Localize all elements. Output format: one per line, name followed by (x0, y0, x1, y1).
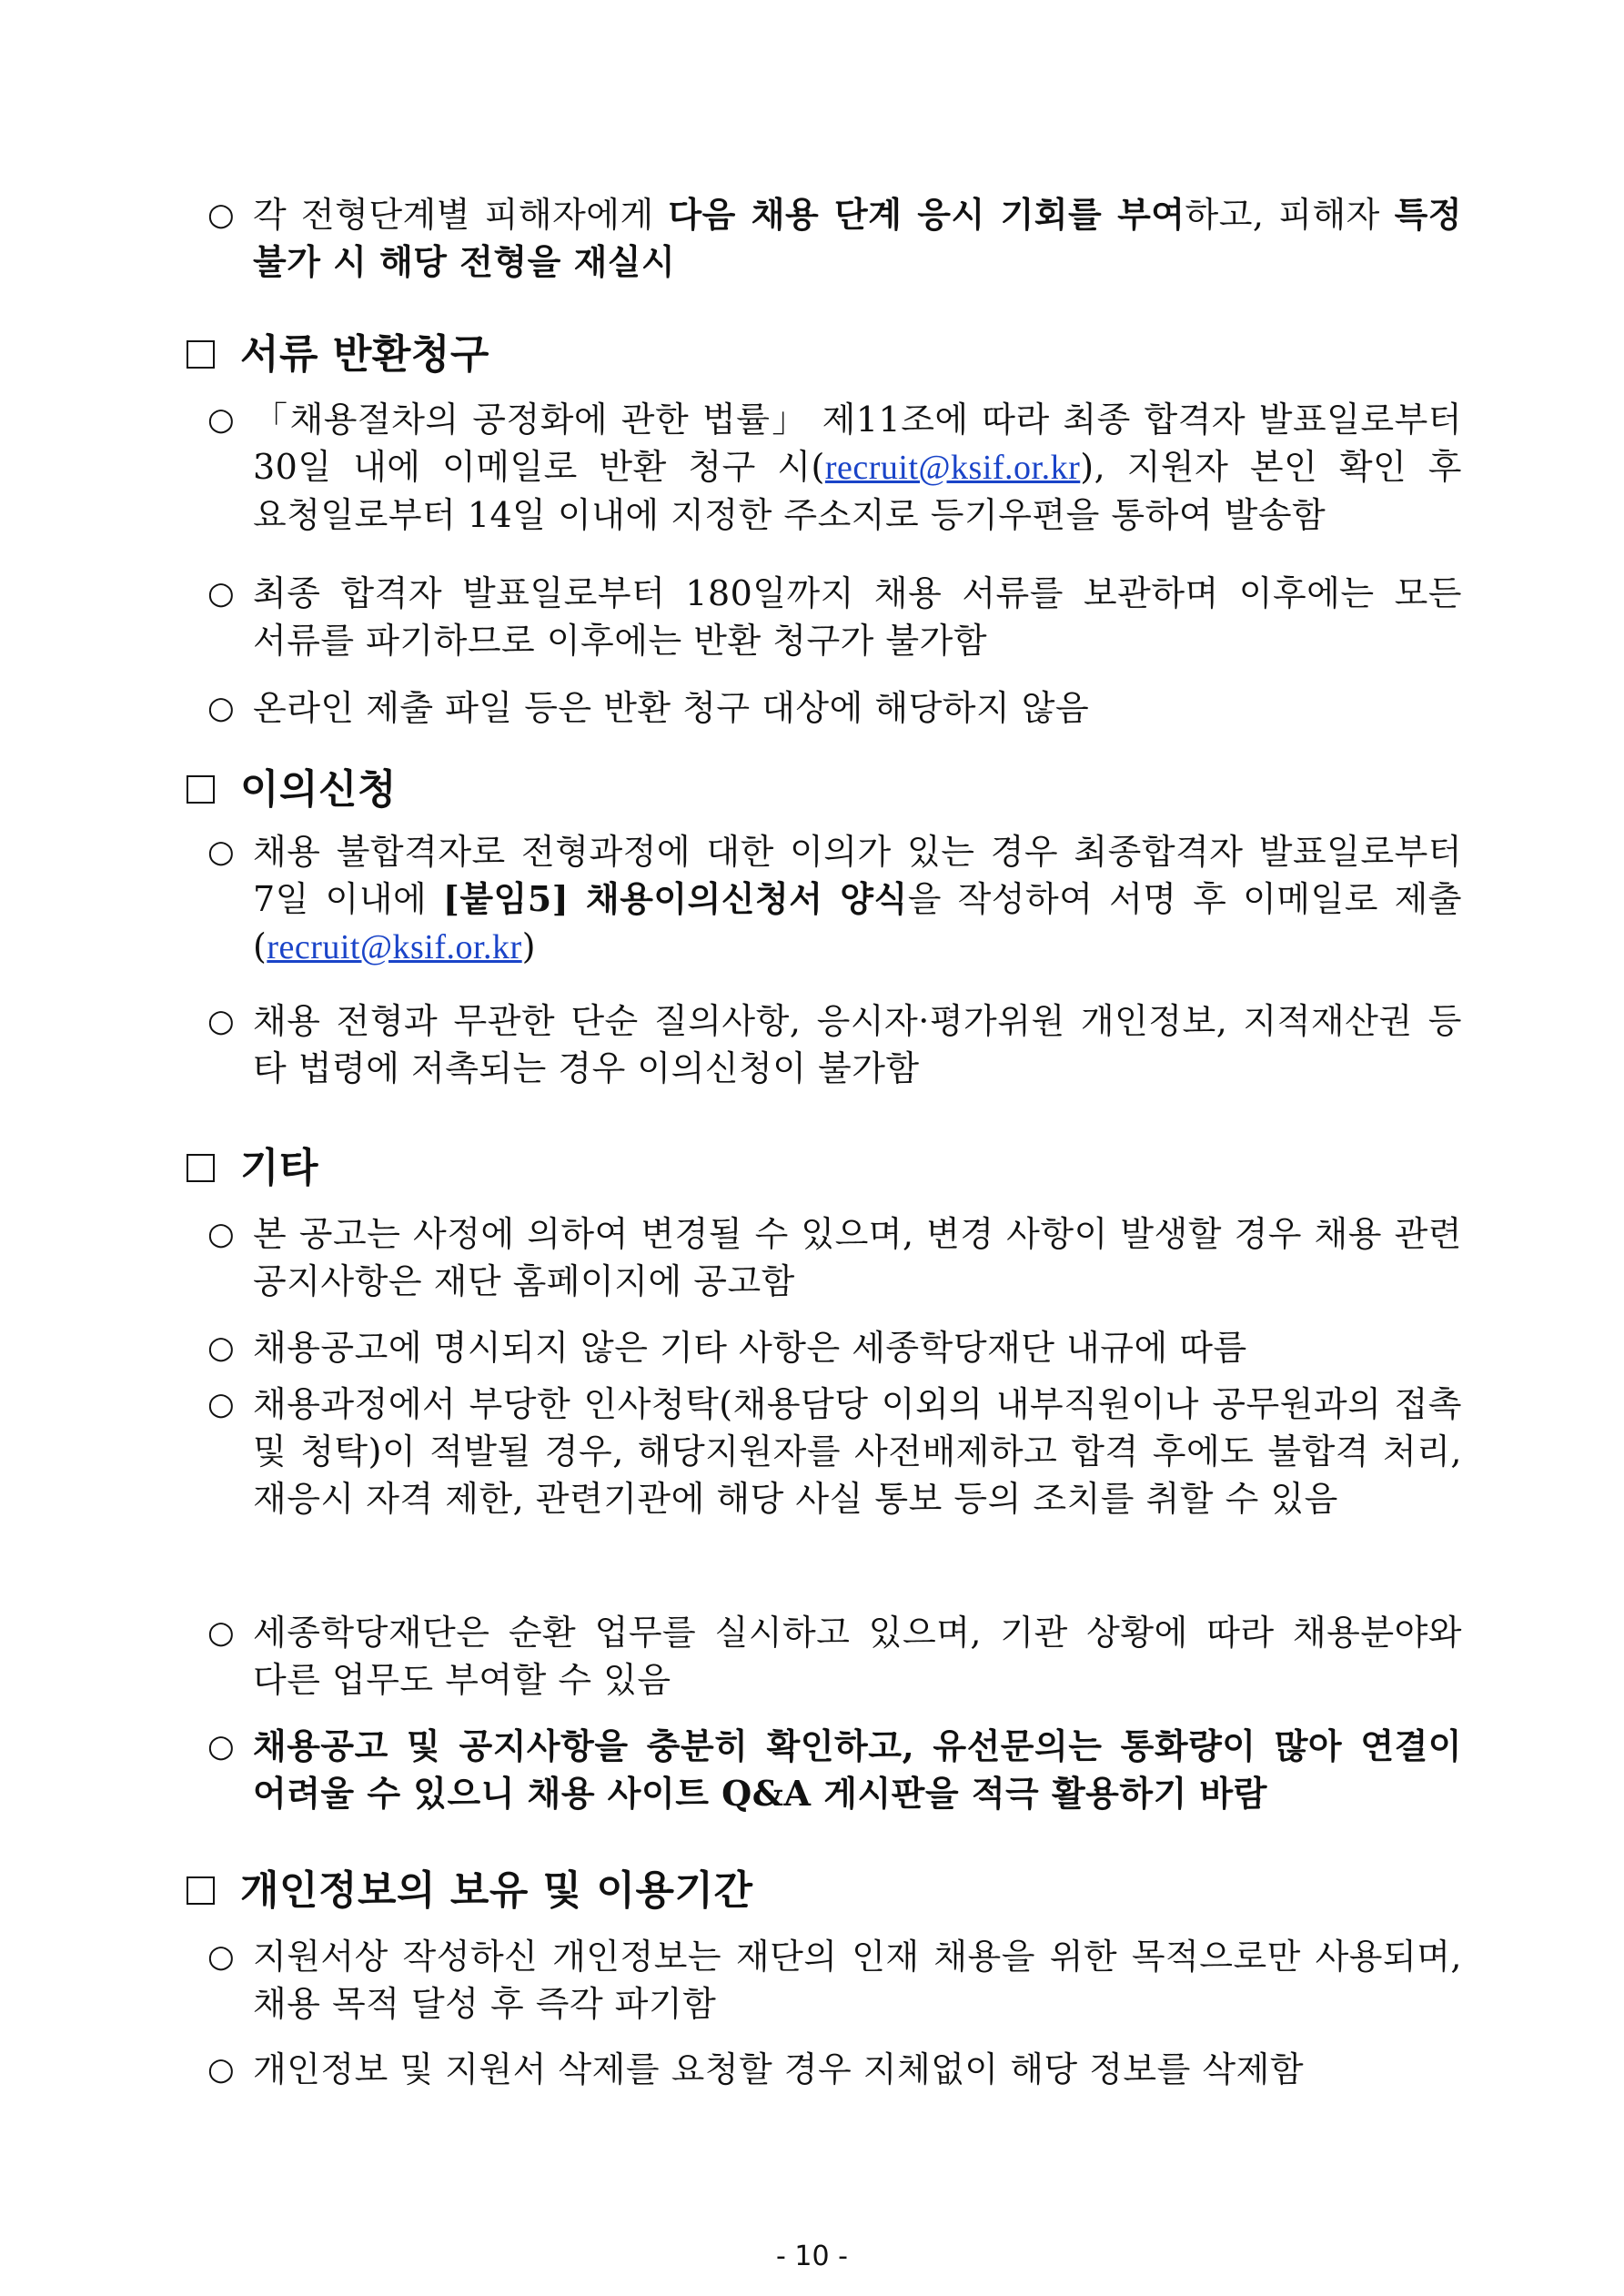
bullet-item (0, 1324, 1624, 1371)
circle-bullet-icon: ○ (207, 1938, 236, 1975)
bullet-item (0, 1723, 1624, 1817)
body-text: 본 공고는 사정에 의하여 변경될 수 있으며, 변경 사항이 발생할 경우 채용 관련 공지사항은 재단 홈페이지에 공고함 (253, 1214, 1462, 1301)
circle-bullet-icon: ○ (207, 197, 236, 233)
circle-bullet-icon: ○ (207, 401, 236, 438)
body-text: 채용공고 및 공지사항을 충분히 확인하고, 유선문의는 통화량이 많아 연결이 어려울 수 있으니 채용 사이트 Q&A 게시판을 적극 활용하기 바람 (253, 1725, 1462, 1814)
bullet-item (0, 396, 1624, 539)
bullet-item (0, 997, 1624, 1092)
checkbox-square-icon (187, 775, 215, 804)
body-text: 개인정보 및 지원서 삭제를 요청할 경우 지체없이 해당 정보를 삭제함 (253, 2049, 1305, 2089)
body-text: ), 지원자 본인 확인 후 요청일로부터 14일 이내에 지정한 주소지로 등기우편을 통하여 발송함 (253, 447, 1462, 535)
page-number: - 10 - (776, 2240, 848, 2272)
section-title: 기타 (240, 1145, 319, 1191)
circle-bullet-icon: ○ (207, 1614, 236, 1651)
circle-bullet-icon: ○ (207, 1330, 236, 1366)
circle-bullet-icon: ○ (207, 575, 236, 612)
body-text: 채용과정에서 부당한 인사청탁(채용담당 이외의 내부직원이나 공무원과의 접촉 및 청탁)이 적발될 경우, 해당지원자를 사전배제하고 합격 후에도 불합격 처리, 재응시 자격 제한, 관련기관에 해당 사실 통보 등의 조치를 취할 수 있음 (253, 1384, 1462, 1519)
section-title: 개인정보의 보유 및 이용기간 (240, 1867, 753, 1914)
circle-bullet-icon: ○ (207, 1216, 236, 1252)
section-heading (0, 1864, 1624, 1918)
circle-bullet-icon: ○ (207, 690, 236, 726)
body-text: 온라인 제출 파일 등은 반환 청구 대상에 해당하지 않음 (253, 688, 1090, 728)
circle-bullet-icon: ○ (207, 1003, 236, 1039)
body-text: 채용 전형과 무관한 단순 질의사항, 응시자·평가위원 개인정보, 지적재산권 등 타 법령에 저촉되는 경우 이의신청이 불가함 (253, 1001, 1462, 1088)
section-title: 서류 반환청구 (240, 331, 489, 378)
circle-bullet-icon: ○ (207, 1386, 236, 1422)
bullet-item (0, 1210, 1624, 1305)
bullet-item (0, 570, 1624, 664)
bullet-item (0, 2046, 1624, 2093)
bold-text: 특정 불가 시 해당 전형을 재실시 (253, 194, 1462, 282)
body-text: 을 작성하여 서명 후 이메일로 제출( (253, 879, 1462, 966)
bold-text: [붙임5] 채용이의신청서 양식 (442, 878, 908, 919)
email-link[interactable]: recruit@ksif.or.kr (824, 449, 1081, 487)
bullet-item (0, 828, 1624, 971)
body-text: 채용 불합격자로 전형과정에 대한 이의가 있는 경우 최종합격자 발표일로부터 7일 이내에 (253, 832, 1462, 919)
body-text: 채용공고에 명시되지 않은 기타 사항은 세종학당재단 내규에 따름 (253, 1328, 1247, 1368)
bullet-item (0, 191, 1624, 286)
body-text: 지원서상 작성하신 개인정보는 재단의 인재 채용을 위한 목적으로만 사용되며, 채용 목적 달성 후 즉각 파기함 (253, 1937, 1462, 2024)
bold-text: 다음 채용 단계 응시 기회를 부여 (668, 194, 1185, 235)
circle-bullet-icon: ○ (207, 1728, 236, 1765)
section-heading (0, 763, 1624, 817)
bullet-item (0, 1933, 1624, 2028)
circle-bullet-icon: ○ (207, 2051, 236, 2088)
bullet-item (0, 1609, 1624, 1704)
checkbox-square-icon (187, 340, 215, 369)
section-heading (0, 1141, 1624, 1196)
body-text: ) (521, 926, 537, 966)
checkbox-square-icon (187, 1154, 215, 1182)
body-text: 최종 합격자 발표일로부터 180일까지 채용 서류를 보관하며 이후에는 모든 서류를 파기하므로 이후에는 반환 청구가 불가함 (253, 573, 1462, 661)
checkbox-square-icon (187, 1876, 215, 1905)
body-text: 「채용절차의 공정화에 관한 법률」 제11조에 따라 최종 합격자 발표일로부터 30일 내에 이메일로 반환 청구 시( (253, 400, 1462, 487)
email-link[interactable]: recruit@ksif.or.kr (267, 928, 522, 966)
circle-bullet-icon: ○ (207, 834, 236, 870)
section-title: 이의신청 (240, 766, 398, 813)
body-text: 각 전형단계별 피해자에게 (253, 195, 669, 235)
bullet-item (0, 684, 1624, 732)
section-heading (0, 328, 1624, 382)
body-text: 세종학당재단은 순환 업무를 실시하고 있으며, 기관 상황에 따라 채용분야와 다른 업무도 부여할 수 있음 (253, 1613, 1462, 1700)
bullet-item (0, 1381, 1624, 1522)
body-text: 하고, 피해자 (1185, 195, 1395, 235)
